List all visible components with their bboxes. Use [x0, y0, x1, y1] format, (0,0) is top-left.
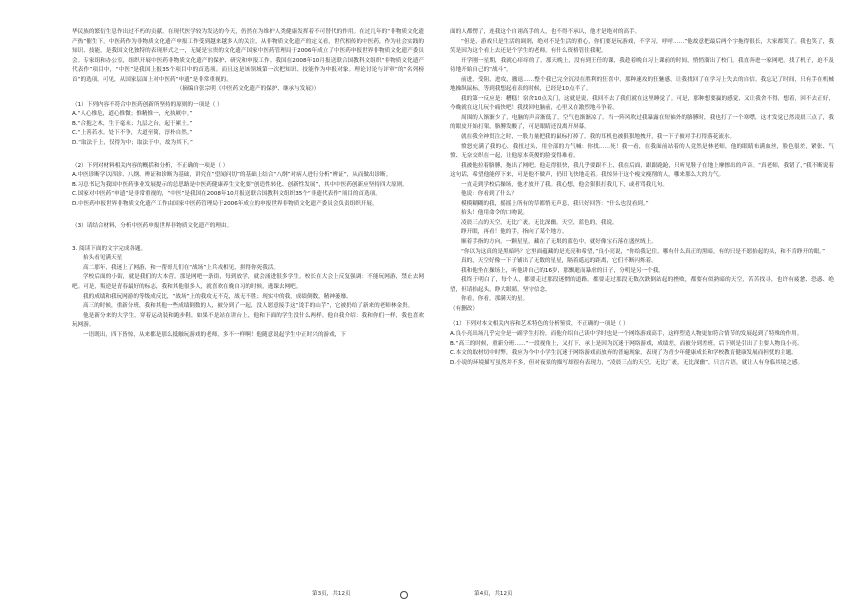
paragraph: B.习总书记为我国中医药事业发展提示的总思路是中医药健康养生文化要“创造性转化、创新性发展”，其中中医药创新应坚持四大原则。: [72, 181, 408, 188]
paragraph: D.“取法于上，仅得为中；取法于中，故为其下。”: [72, 140, 193, 147]
paragraph: 模模糊糊的我，摇摇上所有的草都悄无声息，我只好回答：“什么也没看到。”: [461, 200, 649, 207]
paragraph: 学校后面的小街，就是我们的大本营。那是网吧一条街，每到放学，就会涌进很多学生。校长在大会上反复强调：不能玩网游，禁止去网吧。可是，叛逆是青春最好的标志，我和其他很多人，就喜欢在晚自习的时候，逃课去网吧。: [72, 274, 424, 291]
paragraph: 我的第一反应是：糟糕！宿舍10点关门，这就是说，我回不去了我们就在这里睡觉了。可是，那种想要赢的感觉，又让我舍不得，想着，回不去正好，今晚就在这儿玩个痛快吧！我找回电脑前，心里又在激烈地斗争着。: [450, 95, 834, 112]
paragraph: 他是新分来的大学生，穿着运动装和跑步鞋，如果不是站在讲台上，他和下面的学生没什么两样。他自我介绍：我和你们一样，我也喜欢玩网游。: [72, 312, 424, 329]
paragraph: 就在我全神贯注之时，一股力量把我的鼠标打掉了。我的耳机也被狠狠地拽开，我一下子被对手打得落花流水。: [461, 134, 736, 141]
paragraph: （1）下列对本文相关内容和艺术特色的分析鉴赏，不正确的一项是（ ）: [450, 321, 629, 328]
paragraph: 顺着手指的方向，一颗星星，藏在了无垠的蓝色中，就好像宝石落在盛丝绒上。: [461, 239, 657, 246]
paragraph: 3. 阅读下面的文字完成各题。: [72, 245, 147, 252]
paragraph: （有删改）: [450, 305, 478, 312]
paragraph: （2）下列对材料相关内容的概括和分析，不正确的一项是（ ）: [72, 162, 229, 169]
paragraph: D.中医药申报世界非物质文化遗产工作由国家中医药管理局于2006年成立的申报世界非物质文化遗产委员会负责组织开展。: [72, 200, 378, 207]
paragraph: （1）下列内容不符合中医药创新所坚持的原则的一项是（ ）: [72, 101, 223, 108]
paragraph: 我和他坐在操场上，听他讲自己的16岁，那飘逝而暴虐的日子，分明是另一个我。: [461, 267, 664, 274]
paragraph: 我终于明白了，每个人，都要走过那段迷惘的道路。都要走过那段无数次跌倒站起的挫败，都要有似熟暗的天空，苦苦找寻，也许有疲惫、恐惑、绝望，但请抬起头，睁大眼睛，坚守信念。: [450, 277, 834, 293]
paragraph: 一语既出，四下皆惊，从来都是那么抵触玩游戏的老师，多不一样啊！他随意说起学生中正时兴的游戏，下: [83, 331, 346, 338]
paragraph: B.“合抱之木，生于毫末；九层之台，起于累土。”: [72, 120, 193, 127]
paragraph: 真的，天空好像一下子铺出了无数的星星，隔着遥远的距离，它们不断闪烁着。: [461, 258, 657, 265]
paragraph: C.本文的取材切中时弊，我应为今中小学生沉迷于网络游戏而放弃的普遍现象，表现了为青少年健康成长和学校教育健康发展而担忧的主题。: [450, 350, 797, 357]
paragraph: 愤怒充满了我的心，我扭过头，用全部的力气喊：你找……死！我一看，在我面前站着的人竟然是林老师，他的眼睛布满血丝，脸色很差，紧张、气愤、无奈交织在一起，让他原本英俊的脸变得难看。: [450, 143, 834, 160]
paragraph: B.“高三的时候，重新分班……”一段视角上，又打下，承上是因为沉迷于网络游戏，成绩差，而被分到差班，后下则是引出了主要人物良小亮。: [450, 340, 803, 347]
paragraph: 周围的人渐渐少了，电脑的声音渐低了，空气也渐渐凉了。当一阵风吹过我暴露在短袖外的胳膊时，我也打了一个寒噤，这才发觉已然凌晨三点了，我的眼皮开始打架，胳膊发酸了，可是眼睛还没离开屏幕。: [450, 114, 834, 131]
paragraph: “你以为这真的是黑暗吗？它里面蕴藏的是光亮和希望，”良小亮说，“你给我记住，哪有什么真正的黑暗，有的只是不愿抬起的头，和不肯睁开的眼。”: [461, 248, 825, 255]
paragraph: 我被他拉着胳膊，拖出了网吧。他走得很快，我几乎要跟不上，我在后面，跟跟跄跄，只听见鞋子在地上摩擦出的声音。“真老师，我错了，”我不断说着这句话，希望他能停下来，可是他不做声，仍旧飞快地走着。我惊异于这个瘦文瘦削的人，哪来那么大的力气。: [450, 162, 834, 179]
paragraph: C.国家对中医药“申遗”是非常重视的，“中医”是我国在2008年10月报送联合国教科文组织35个“非遗代表作”项目的首选项。: [72, 191, 381, 198]
paragraph: C.“上善若水。处下不争，大道至简，淳朴自然。”: [72, 130, 193, 137]
paragraph: （3）请结合材料，分析中医药申报世界非物质文化遗产的理由。: [72, 223, 233, 230]
paragraph: 开学刚一星期，我就心痒痒的了。那天晚上，没有到王任的课，我趁着晚自习上课前的时间，悄悄溜出了校门。我直奔进一家网吧，找了机子，迫不及待地开始自己的“战斗”。: [450, 57, 834, 74]
page-number-right: 第4页，共12页: [474, 591, 513, 597]
paragraph: 前进，受阻，进攻，撤退……整个我已完全沉浸在胜利的狂喜中，那种速攻的狂魅感，让我找回了在学习上失去的自信。我忘记了时间，只有手在机械地操纵鼠标，等到我想起看表的时候，已经是10点半了。: [450, 76, 834, 93]
right-column-text: [450, 28, 834, 368]
paragraph: 抬头！他用命令的口吻说。: [461, 210, 529, 217]
paragraph: 高二那年，我迷上了网游，和一帮哥儿们在“战场”上兵戎相见，拼得你死我活。: [83, 264, 279, 271]
binding-circle-icon: [400, 591, 408, 599]
paragraph: 高三的时候，重新分班，我和其他一些成绩倒数的人，被分到了一起，没人愿意接手这“烫手的山芋”，它被扔给了新来的老师林金贵。: [83, 303, 414, 310]
paragraph: 面的人都愣了，连我这个自诩高手的人，也不得不承认，他才是绝对的高手。: [450, 29, 641, 35]
paragraph: 华民族的繁衍生息作出过不朽的贡献，在现代医学较为发达的今天，仍然在为维护人类健康发挥着不可替代的作用。在过几年的“非物质文化遗产热”催生下，中医药作为非物质文化遗产申报工作受到越来越多人的关注，从非物质文化遗产的定义看，世代相传的中医药，作为社会实践的知识、技能，是我国文化独特的表现形式之一，无疑是宝贵的文化遗产国家中医药管理局于2006年成立了中医药申报世界非物质文化遗产委员会。专家组和办公室，组织开展中医药非物质文化遗产的保护、研究和申报工作。我国在2008年10月报送联合国教科文组织“非物质文化遗产代表作”项目中，“中医”是我国上报35个项目中的首选项。而且这是该领域第一次把知识、技能作为申报对象。理论讨论与评审“的”名列榜首“的选项。可见，从国家层面上对中医药“申遗”是非常重视的。: [72, 29, 424, 83]
paragraph: D.小说的环境描写虽然并不多，但对夜景的描写却很有表现力，“凌晨三点的天空，无比广袤，无比深幽”，只言片语，就让人有身临其境之感。: [450, 359, 804, 366]
paragraph: 你看，你看，那满天的星。: [461, 296, 529, 303]
paragraph: 抬头看见满天星: [83, 255, 123, 262]
paragraph: 我的成绩和我玩网游的等级成反比，“战场”上的我攻无不克，战无不胜；现实中的我，成绩倒数，精神萎靡。: [83, 293, 352, 300]
paragraph: 凌晨三点的天空，无比广袤，无比深幽。天空，蓝色的，我说。: [461, 219, 618, 226]
left-column-text: [72, 28, 424, 340]
paragraph: A.良小亮出场几乎完全是一副学生打扮，而他介绍自己读中学时也是一个网络游戏高手，这样塑造人物更加符合情节的发展起到了特殊的作用。: [450, 330, 803, 337]
paragraph: 睁开眼，再看！他的手，指向了某个地方。: [461, 229, 568, 236]
right-page: [430, 0, 860, 608]
paragraph: A.中医诊断学以四诊、八纲、辨证和诊断为基础，讲究在“望闻问切”的基础上结合“八纲”对病人进行分析“辨证”，从而做出诊断。: [72, 172, 392, 179]
paragraph: 他说：你看到了什么？: [461, 191, 517, 198]
paragraph: “但是，游戏只是生活的调剂，绝对不是生活的重心，你们要是玩游戏，不学习，呼呼……”他故意把最后两个字拖得很长，大家都笑了。我也笑了，我笑是因为这个看上去还是个学生的老师，有什么资格管住我呢。: [450, 38, 834, 55]
page-number-left: 第3页，共12页: [312, 591, 351, 597]
paragraph: A.“人心惟危，道心惟微；惟精惟一，允执厥中。”: [72, 111, 193, 118]
paragraph: 一直走到学校后操场，他才放开了我。我心想，他会狠狠打我几下，或者骂我几句。: [461, 181, 668, 188]
paragraph: （摘编自张宗明《中医药文化遗产的保护、继承与发展》）: [176, 86, 320, 93]
